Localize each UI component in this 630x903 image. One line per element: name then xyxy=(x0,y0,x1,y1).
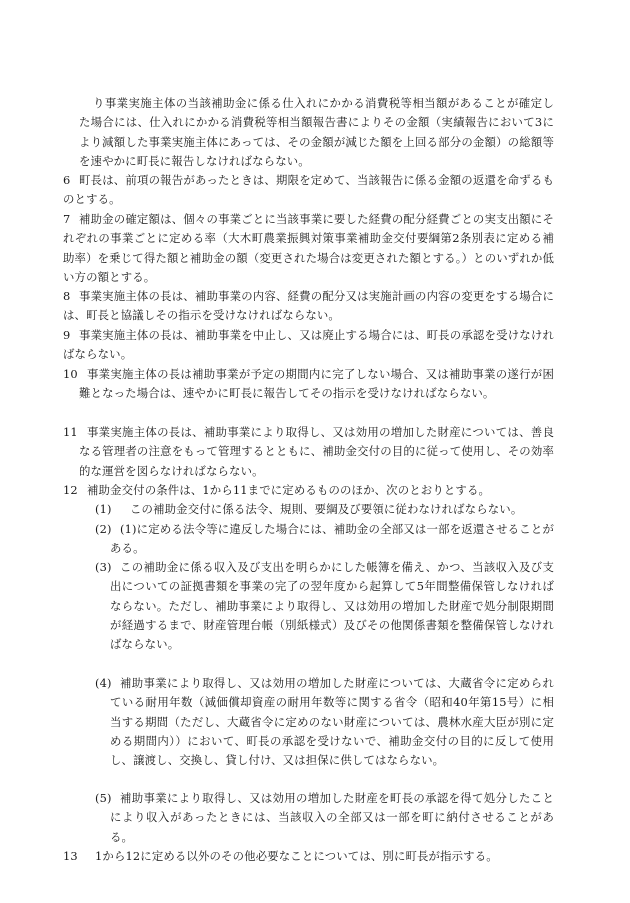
clause-12 xyxy=(63,481,554,500)
subclause-text: 補助事業により取得し、又は効用の増加した財産を町長の承認を得て処分したことにより収入があったときには、当該収入の全部又は一部を町に納付させることがある。 xyxy=(110,791,554,844)
clause-number: 7 xyxy=(63,212,71,226)
clause-text: 1から12に定める以外のその他必要なことについては、別に町長が指示する。 xyxy=(95,849,498,863)
clause-text: 事業実施主体の長は補助事業が予定の期間内に完了しない場合、又は補助事業の遂行が困難となった場合は、速やかに町長に報告してその指示を受けなければならない。 xyxy=(79,367,554,401)
clause-11 xyxy=(63,423,554,481)
clause-7 xyxy=(63,210,554,287)
subclause-text: この補助金に係る収入及び支出を明らかにした帳簿を備え、かつ、当該収入及び支出についての証拠書類を事業の完了の翌年度から起算して5年間整備保管しなければならない。ただし、補助事業により取得し、又は効用の増加した財産で処分制限期間が経過するまで、財産管理台帳（別紙様式）及びその他関係書類を整備保管しなければならない。 xyxy=(110,560,554,652)
clause-text: 補助金の確定額は、個々の事業ごとに当該事業に要した経費の配分経費ごとの実支出額にそれぞれの事業ごとに定める率（大木町農業振興対策事業補助金交付要綱第2条別表に定める補助率）を乗じて得た額と補助金の額（変更された場合は変更された額とする。）とのいずれか低い方の額とする。 xyxy=(63,212,554,284)
subclause-5 xyxy=(95,789,554,847)
clause-number: 11 xyxy=(63,425,78,439)
clause-13 xyxy=(63,847,554,866)
clause-10 xyxy=(63,365,554,404)
clause-number: 13 xyxy=(63,849,78,863)
clause-6 xyxy=(63,171,554,210)
subclause-3 xyxy=(95,558,554,654)
subclause-1 xyxy=(95,500,554,519)
subclause-number: (5) xyxy=(95,791,112,805)
continuation-paragraph: り事業実施主体の当該補助金に係る仕入れにかかる消費税等相当額があることが確定した場合には、仕入れにかかる消費税等相当額報告書によりその金額（実績報告において3により減額した事業実施主体にあっては、その金額が減じた額を上回る部分の金額）の総額等を速やかに町長に報告しなければならない。 xyxy=(79,96,554,168)
subclause-2 xyxy=(95,520,554,559)
subclause-number: (4) xyxy=(95,676,112,690)
clause-number: 6 xyxy=(63,173,71,187)
subclause-text: この補助金交付に係る法令、規則、要綱及び要領に従わなければならない。 xyxy=(130,502,523,516)
clause-number: 10 xyxy=(63,367,78,381)
clause-8 xyxy=(63,287,554,326)
subclause-number: (3) xyxy=(95,560,112,574)
subclause-number: (1) xyxy=(95,502,112,516)
subclause-number: (2) xyxy=(95,522,112,536)
clause-number: 8 xyxy=(63,289,71,303)
clause-text: 町長は、前項の報告があったときは、期限を定めて、当該報告に係る金額の返還を命ずるものとする。 xyxy=(63,173,554,207)
subclause-text: (1)に定める法令等に違反した場合には、補助金の全部又は一部を返還させることがある。 xyxy=(110,522,554,556)
clause-number: 9 xyxy=(63,328,71,342)
subclause-4 xyxy=(95,674,554,770)
clause-text: 事業実施主体の長は、補助事業の内容、経費の配分又は実施計画の内容の変更をする場合には、町長と協議しその指示を受けなければならない。 xyxy=(63,289,554,323)
clause-number: 12 xyxy=(63,483,78,497)
clause-text: 事業実施主体の長は、補助事業を中止し、又は廃止する場合には、町長の承認を受けなければならない。 xyxy=(63,328,554,362)
subclause-text: 補助事業により取得し、又は効用の増加した財産については、大蔵省令に定められている耐用年数（減価償却資産の耐用年数等に関する省令（昭和40年第15号）に相当する期間（ただし、大蔵省令に定めのない財産については、農林水産大臣が別に定める期間内））において、町長の承認を受けないで、補助金交付の目的に反して使用し、譲渡し、交換し、貸し付け、又は担保に供してはならない。 xyxy=(110,676,554,768)
clause-text: 事業実施主体の長は、補助事業により取得し、又は効用の増加した財産については、善良なる管理者の注意をもって管理するとともに、補助金交付の目的に従って使用し、その効率的な運営を図らなければならない。 xyxy=(79,425,554,478)
clause-9 xyxy=(63,326,554,365)
clause-text: 補助金交付の条件は、1から11までに定めるもののほか、次のとおりとする。 xyxy=(87,483,491,497)
